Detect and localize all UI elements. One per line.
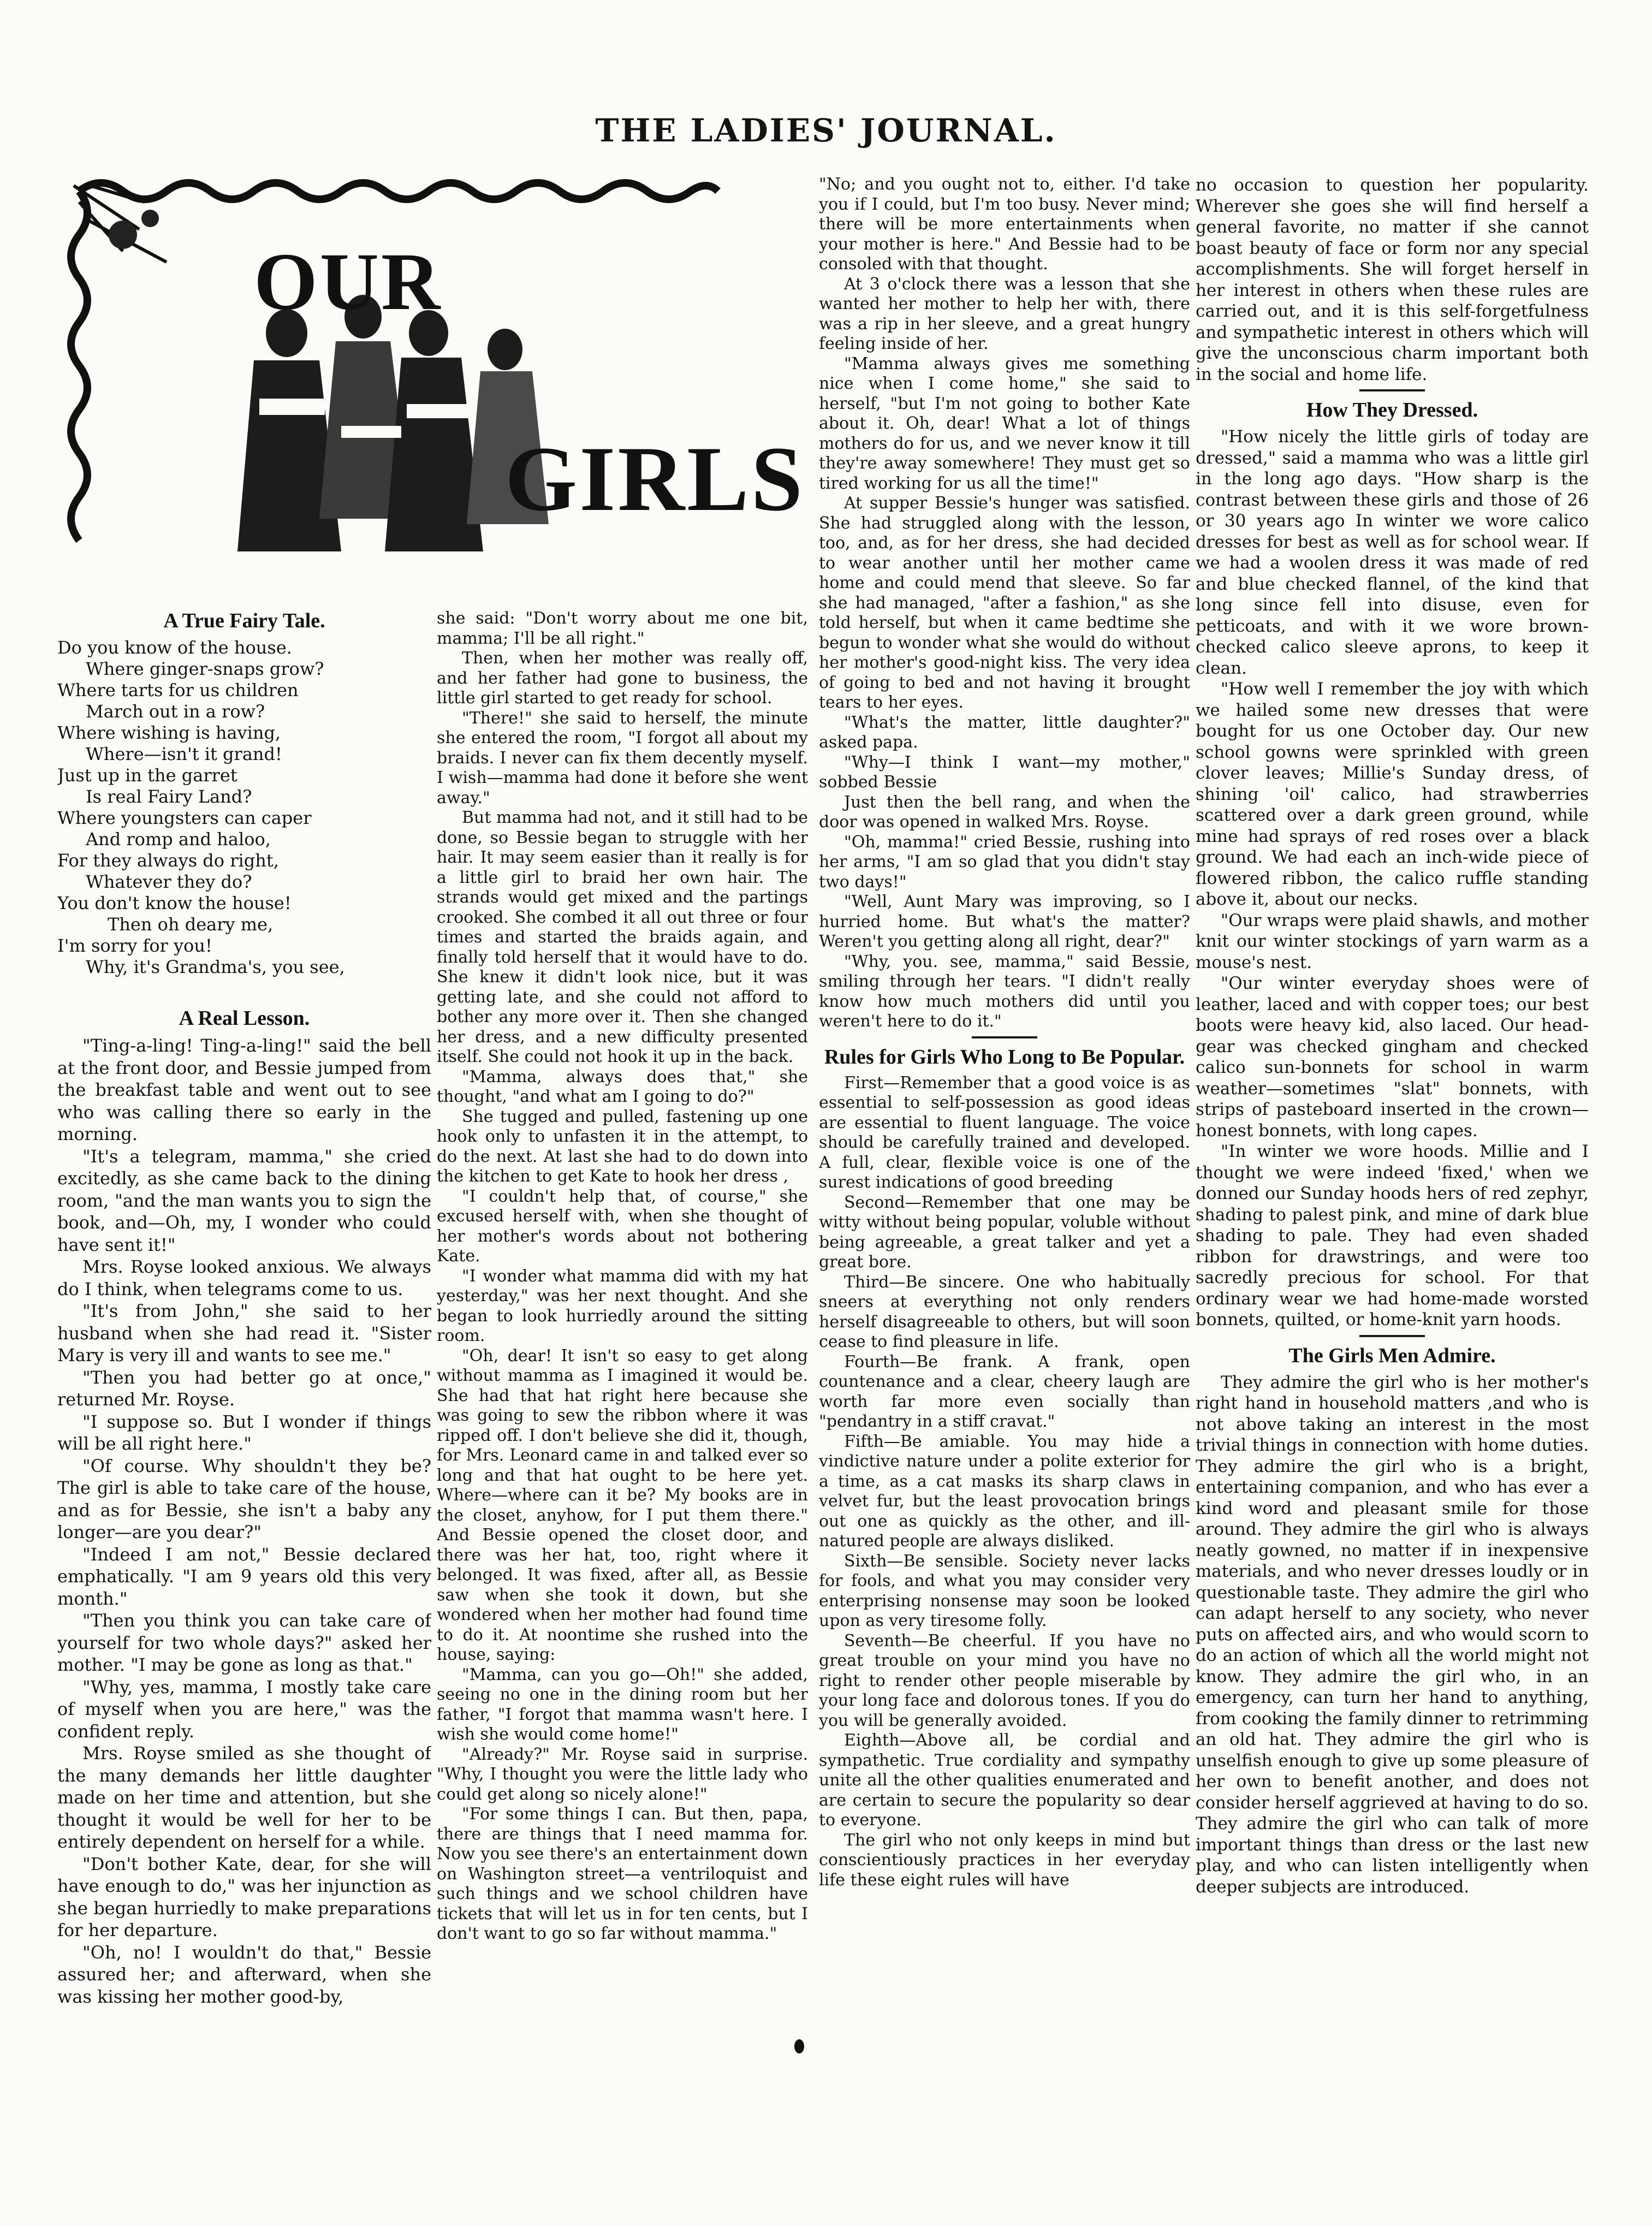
paragraph: Then, when her mother was really off, and her father had gone to business, the little girl started to get ready for school. [437, 649, 808, 708]
paragraph: "Of course. Why shouldn't they be? The girl is able to take care of the house, and as for Bessie, she isn't a baby any longer—are you dear?" [57, 1455, 431, 1542]
paragraph: "There!" she said to herself, the minute she entered the room, "I forgot all about my braids. I never can fix them decently myself. I wish—mamma had done it before she went away." [437, 708, 808, 808]
rules-list [819, 1073, 1190, 1891]
paragraph: But mamma had not, and it still had to be done, so Bessie began to struggle with her hair. It may seem easier than it really is for a little girl to braid her own hair. The strands would get mixed and the partings crooked. She combed it all out three or four times and started the braids again, and finally told herself that it would have to do. She knew it didn't look nice, but it was getting late, and she could not afford to bother any more over it. Then she changed her dress, and a new difficulty presented itself. She could not hook it up in the back. [437, 808, 808, 1066]
poem-line: Where youngsters can caper [57, 808, 312, 828]
title-girls: GIRLS [505, 428, 805, 530]
rules-continuation: no occasion to question her popularity. Wherever she goes she will find herself a general favorite, no matter if she cannot boast beauty of face or form nor any special accomplishments. She will forget herself in her interest in others when these rules are carried out, and it is this self-forgetfulness and sympathetic interest in others which will give the unconscious charm important both in the social and home life. [1196, 175, 1589, 384]
poem-line: March out in a row? [86, 701, 265, 722]
poem-line: You don't know the house! [57, 893, 292, 913]
paragraph: "I wonder what mamma did with my hat yesterday," was her next thought. And she began to look hurriedly around the sitting room. [437, 1266, 808, 1345]
paragraph: "Don't bother Kate, dear, for she will have enough to do," was her injunction as she began hurriedly to make preparations for her departure. [57, 1853, 431, 1940]
paragraph: She tugged and pulled, fastening up one hook only to unfasten it in the attempt, to do the next. At last she had to do down into the kitchen to get Kate to hook her dress , [437, 1107, 808, 1186]
poem-line: Where ginger-snaps grow? [86, 658, 324, 679]
paragraph: At supper Bessie's hunger was satisfied. She had struggled along with the lesson, too, and, as for her dress, she had decided to wear another until her mother came home and could mend that sleeve. So far she had managed, "after a fashion," as she told herself, but when it came bedtime she begun to wonder what she would do without her mother's good-night kiss. The very idea of going to bed and not having it brought tears to her eyes. [819, 494, 1190, 712]
rules-title: Rules for Girls Who Long to Be Popular. [824, 1045, 1185, 1069]
section-divider [1359, 389, 1425, 391]
rule-paragraph: Sixth—Be sensible. Society never lacks for fools, and what you may consider very enterprising nonsense may soon be looked upon as very tiresome folly. [819, 1551, 1190, 1630]
paragraph: Just then the bell rang, and when the door was opened in walked Mrs. Royse. [819, 792, 1190, 832]
ornamental-border-icon [57, 169, 723, 601]
poem-line: Where—isn't it grand! [86, 744, 282, 764]
poem-line: Whatever they do? [86, 871, 252, 892]
admire-paragraph: They admire the girl who is her mother's right hand in household matters ,and who is not above taking an interest in the most trivial things in connection with home duties. They admire the girl who is a bright, entertaining companion, and who has ever a kind word and pleasant smile for those around. They admire the girl who is always neatly gowned, no matter if in inexpensive materials, and who never dresses loudly or in questionable taste. They admire the girl who can adapt herself to any society, who never puts on affected airs, and who would scorn to do an action of which all the world might not know. They admire the girl who, in an emergency, can turn her hand to anything, from cooking the family dinner to retrimming an old hat. They admire the girl who is unselfish enough to give up some pleasure of her own to benefit another, and does not consider herself aggrieved at having to do so. They admire the girl who can talk of more important things than dress or the last new play, and who can listen intelligently when deeper subjects are introduced. [1196, 1372, 1589, 1897]
paragraph: "Oh, mamma!" cried Bessie, rushing into her arms, "I am so glad that you didn't stay two days!" [819, 832, 1190, 892]
real-lesson-part-1 [57, 1035, 431, 2008]
paragraph: "I couldn't help that, of course," she excused herself with, when she thought of her mother's words about not bothering Kate. [437, 1186, 808, 1266]
dressed-article [1196, 426, 1589, 1331]
paragraph: "No; and you ought not to, either. I'd take you if I could, but I'm too busy. Never mind; there will be more entertainments when your mother is here." And Bessie had to be consoled with that thought. [819, 175, 1190, 274]
paragraph: "Then you think you can take care of yourself for two whole days?" asked her mother. "I may be gone as long as that." [57, 1610, 431, 1675]
section-divider [972, 1036, 1037, 1038]
rule-paragraph: Seventh—Be cheerful. If you have no great trouble on your mind you have no right to render other people miserable by your long face and dolorous tones. If you do you will be generally avoided. [819, 1631, 1190, 1730]
paragraph: "How well I remember the joy with which we hailed some new dresses that were bought for us one October day. Our new school gowns were sprinkled with green clover leaves; Millie's Sunday dress, of shining 'oil' calico, had strawberries scattered over a dark green ground, while mine had sprays of red roses over a black ground. We had each an inch-wide piece of flowered ribbon, the calico ruffle standing above it, about our necks. [1196, 679, 1589, 909]
rule-paragraph: The girl who not only keeps in mind but conscientiously practices in her everyday life these eight rules will have [819, 1830, 1190, 1890]
paragraph: she said: "Don't worry about me one bit, mamma; I'll be all right." [437, 609, 808, 648]
rule-paragraph: Fifth—Be amiable. You may hide a vindictive nature under a polite exterior for a time, as a cat masks its sharp claws in velvet fur, but the least provocation brings out one as quickly as the other, and ill-natured people are always disliked. [819, 1432, 1190, 1551]
poem-line: For they always do right, [57, 850, 279, 871]
poem-line: Just up in the garret [57, 765, 237, 786]
our-girls-illustration [57, 169, 805, 601]
paragraph: "Oh, no! I wouldn't do that," Bessie assured her; and afterward, when she was kissing her mother good-by, [57, 1942, 431, 2007]
poem-line: Why, it's Grandma's, you see, [86, 957, 345, 977]
paragraph: "Why—I think I want—my mother," sobbed Bessie [819, 752, 1190, 792]
paragraph: "What's the matter, little daughter?" asked papa. [819, 713, 1190, 752]
rule-paragraph: Third—Be sincere. One who habitually sneers at everything not only renders herself disagreeable to others, but will soon cease to find pleasure in life. [819, 1272, 1190, 1351]
poem-line: Where tarts for us children [57, 680, 299, 701]
column-2 [437, 609, 808, 2181]
column-3 [819, 175, 1190, 2184]
poem-line: Where wishing is having, [57, 722, 281, 743]
paragraph: "For some things I can. But then, papa, there are things that I need mamma for. Now you see there's an entertainment down on Washington street—a ventriloquist and such things and we school children have tickets that will let us in for ten cents, but I don't want to go so far without mamma." [437, 1804, 808, 1943]
fairy-tale-poem [57, 637, 431, 978]
rule-paragraph: Fourth—Be frank. A frank, open countenance and a clear, cheery laugh are worth far more even socially than "pendantry in a stiff cravat." [819, 1352, 1190, 1431]
paragraph: "Oh, dear! It isn't so easy to get along without mamma as I imagined it would be. She had that hat right here because she was going to sew the ribbon where it was ripped off. I don't believe she did it, though, for Mrs. Leonard came in and talked ever so long and that hat ought to be here yet. Where—where can it be? My books are in the closet, anyhow, for I put them there." And Bessie opened the closet door, and there was her hat, too, right where it belonged. It was fixed, after all, as Bessie saw when she took it down, but she wondered when her mother had found time to do it. At noontime she rushed into the house, saying: [437, 1346, 808, 1664]
section-divider [1359, 1335, 1425, 1337]
paragraph: "It's a telegram, mamma," she cried excitedly, as she came back to the dining room, "and the man wants you to sign the book, and—Oh, my, I wonder who could have sent it!" [57, 1145, 431, 1255]
real-lesson-part-3 [819, 175, 1190, 1032]
paragraph: "Well, Aunt Mary was improving, so I hurried home. But what's the matter? Weren't you getting along all right, dear?" [819, 892, 1190, 951]
masthead: THE LADIES' JOURNAL. [595, 112, 1057, 149]
column-1 [57, 609, 431, 2181]
paragraph: "Then you had better go at once," returned Mr. Royse. [57, 1367, 431, 1410]
fairy-tale-title: A True Fairy Tale. [163, 609, 325, 632]
paragraph: At 3 o'clock there was a lesson that she wanted her mother to help her with, there was a rip in her sleeve, and a great hungry feeling inside of her. [819, 274, 1190, 353]
paragraph: "It's from John," she said to her husband when she had read it. "Sister Mary is very ill and wants to see me." [57, 1301, 431, 1366]
rule-paragraph: First—Remember that a good voice is as essential to self-possession as good ideas are essential to fluent language. The voice should be carefully trained and developed. A full, clear, flexible voice is one of the surest indications of good breeding [819, 1073, 1190, 1192]
paragraph: "Why, you. see, mamma," said Bessie, smiling through her tears. "I didn't really know how much mothers did until you weren't here to do it." [819, 952, 1190, 1031]
paragraph: "Our wraps were plaid shawls, and mother knit our winter stockings of yarn warm as a mouse's nest. [1196, 910, 1589, 972]
poem-line: Then oh deary me, [108, 914, 274, 935]
column-4 [1196, 175, 1589, 2184]
paragraph: "Indeed I am not," Bessie declared emphatically. "I am 9 years old this very month." [57, 1544, 431, 1609]
paragraph: "Already?" Mr. Royse said in surprise. "Why, I thought you were the little lady who could get along so nicely alone!" [437, 1744, 808, 1804]
page-mark [794, 2039, 804, 2053]
title-our: OUR [254, 236, 443, 327]
real-lesson-title: A Real Lesson. [179, 1007, 310, 1030]
paragraph: "Mamma, can you go—Oh!" she added, seeing no one in the dining room but her father, "I forgot that mamma wasn't here. I wish she would come home!" [437, 1665, 808, 1744]
paragraph: "I suppose so. But I wonder if things will be all right here." [57, 1411, 431, 1454]
paragraph: Mrs. Royse looked anxious. We always do I think, when telegrams come to us. [57, 1256, 431, 1299]
rule-paragraph: Second—Remember that one may be witty without being popular, voluble without being agreeable, a great talker and yet a great bore. [819, 1192, 1190, 1272]
admire-title: The Girls Men Admire. [1288, 1344, 1496, 1367]
real-lesson-part-2 [437, 609, 808, 1944]
poem-line: I'm sorry for you! [57, 935, 212, 956]
paragraph: "How nicely the little girls of today are dressed," said a mamma who was a little girl in the long ago days. "How sharp is the contrast between these girls and those of 26 or 30 years ago In winter we wore calico dresses for best as well as for school wear. If we had a woolen dress it was made of red and blue checked flannel, of the kind that long since fell into disuse, even for petticoats, and with it we wore brown-checked calico sleeve aprons, to keep it clean. [1196, 427, 1589, 678]
paragraph: "Mamma always gives me something nice when I come home," she said to herself, "but I'm not going to bother Kate about it. Oh, dear! What a lot of things mothers do for us, and we never know it till they're away somewhere! They must get so tired working for us all the time!" [819, 354, 1190, 493]
rule-paragraph: Eighth—Above all, be cordial and sympathetic. True cordiality and sympathy unite all the other qualities enumerated and are certain to secure the popularity so dear to everyone. [819, 1731, 1190, 1830]
poem-line: Is real Fairy Land? [86, 786, 252, 807]
paragraph: Mrs. Royse smiled as she thought of the many demands her little daughter made on her time and attention, but she thought it would be well for her to be entirely dependent on herself for a while. [57, 1743, 431, 1852]
paragraph: "Our winter everyday shoes were of leather, laced and with copper toes; our best boots were heavy kid, also laced. Our head-gear was checked gingham and checked calico sun-bonnets for school in warm weather—sometimes "slat" bonnets, with strips of pasteboard inserted in the crown—honest bonnets, with long capes. [1196, 973, 1589, 1141]
poem-line: And romp and haloo, [86, 829, 271, 850]
paragraph: "Why, yes, mamma, I mostly take care of myself when you are here," was the confident reply. [57, 1676, 431, 1742]
poem-line: Do you know of the house. [57, 637, 292, 658]
dressed-title: How They Dressed. [1306, 399, 1478, 422]
paragraph: "Ting-a-ling! Ting-a-ling!" said the bell at the front door, and Bessie jumped from the breakfast table and went out to see who was calling there so early in the morning. [57, 1035, 431, 1144]
paragraph: "Mamma, always does that," she thought, "and what am I going to do?" [437, 1067, 808, 1106]
paragraph: "In winter we wore hoods. Millie and I thought we were indeed 'fixed,' when we donned our Sunday hoods hers of red zephyr, shading to palest pink, and mine of dark blue shading to pale. They had even shaded ribbon for drawstrings, and were too sacredly precious for school. For that ordinary wear we had home-made worsted bonnets, quilted, or home-knit yarn hoods. [1196, 1142, 1589, 1329]
